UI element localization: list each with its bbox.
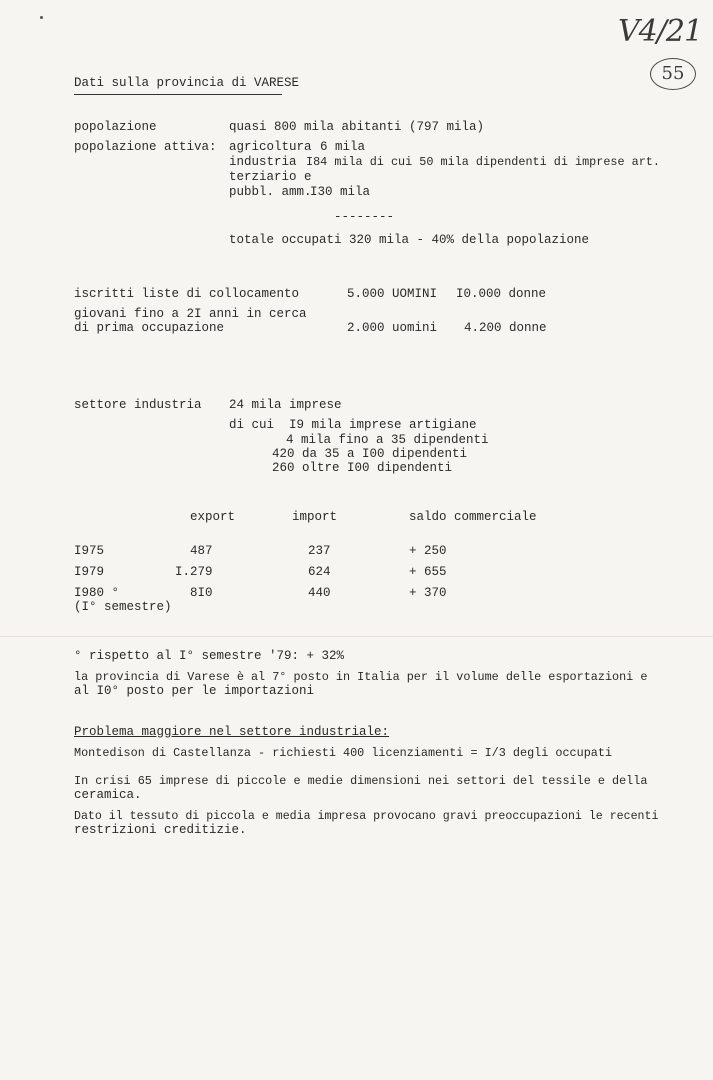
montedison-line: Montedison di Castellanza - richiesti 400 licenziamenti = I/3 degli occupati <box>74 746 613 760</box>
giovani-label-line1: giovani fino a 2I anni in cerca <box>74 307 307 321</box>
imprese-line: 420 da 35 a I00 dipendenti <box>272 447 468 461</box>
sector-value: 6 mila <box>320 140 366 154</box>
col-header-saldo: saldo commerciale <box>409 510 537 524</box>
col-header-import: import <box>292 510 338 524</box>
row-import: 440 <box>308 586 331 600</box>
row-saldo: + 370 <box>409 586 447 600</box>
row-year: I980 ° <box>74 586 120 600</box>
row-year: I979 <box>74 565 105 579</box>
giovani-label-line2: di prima occupazione <box>74 321 225 335</box>
crisi-line1: In crisi 65 imprese di piccole e medie dimensioni nei settori del tessile e della <box>74 774 648 788</box>
giovani-uomini: 2.000 uomini <box>347 321 438 335</box>
circled-page-number: 55 <box>650 58 696 90</box>
popolazione-attiva-label: popolazione attiva: <box>74 140 217 154</box>
row-import: 237 <box>308 544 331 558</box>
sector-label: industria <box>229 155 297 169</box>
row-import: 624 <box>308 565 331 579</box>
title-underline <box>74 94 282 95</box>
provincia-note-line2: al I0° posto per le importazioni <box>74 684 315 698</box>
row-year: I975 <box>74 544 105 558</box>
settore-industria-label: settore industria <box>74 398 202 412</box>
iscritti-donne: I0.000 donne <box>456 287 547 301</box>
row-export: I.279 <box>175 565 213 579</box>
rispetto-note: ° rispetto al I° semestre '79: + 32% <box>74 649 345 663</box>
col-header-export: export <box>190 510 236 524</box>
row-export: 8I0 <box>190 586 213 600</box>
imprese-totale: 24 mila imprese <box>229 398 342 412</box>
sector-value: I30 mila <box>310 185 371 199</box>
sum-separator: -------- <box>334 210 395 224</box>
sector-label: pubbl. amm. <box>229 185 312 199</box>
popolazione-label: popolazione <box>74 120 157 134</box>
imprese-line: 260 oltre I00 dipendenti <box>272 461 453 475</box>
row-export: 487 <box>190 544 213 558</box>
paper-speck <box>40 16 43 19</box>
imprese-line: di cui I9 mila imprese artigiane <box>229 418 477 432</box>
provincia-note-line1: la provincia di Varese è al 7° posto in Italia per il volume delle esportazioni e <box>74 670 648 684</box>
imprese-line: 4 mila fino a 35 dipendenti <box>286 433 489 447</box>
popolazione-value: quasi 800 mila abitanti (797 mila) <box>229 120 485 134</box>
row-saldo: + 250 <box>409 544 447 558</box>
page-fold-line <box>0 636 713 637</box>
year-note: (I° semestre) <box>74 600 172 614</box>
totale-occupati: totale occupati 320 mila - 40% della popolazione <box>229 233 590 247</box>
handwritten-reference: V4/21 <box>618 14 703 49</box>
tessuto-line2: restrizioni creditizie. <box>74 823 247 837</box>
tessuto-line1: Dato il tessuto di piccola e media impresa provocano gravi preoccupazioni le recenti <box>74 810 659 823</box>
problema-heading: Problema maggiore nel settore industriale: <box>74 725 390 739</box>
sector-value: I84 mila di cui 50 mila dipendenti di imprese art. <box>306 155 660 169</box>
giovani-donne: 4.200 donne <box>464 321 547 335</box>
document-title: Dati sulla provincia di VARESE <box>74 76 300 90</box>
crisi-line2: ceramica. <box>74 788 142 802</box>
row-saldo: + 655 <box>409 565 447 579</box>
iscritti-label: iscritti liste di collocamento <box>74 287 300 301</box>
sector-label: terziario e <box>229 170 312 184</box>
sector-label: agricoltura <box>229 140 312 154</box>
iscritti-uomini: 5.000 UOMINI <box>347 287 438 301</box>
